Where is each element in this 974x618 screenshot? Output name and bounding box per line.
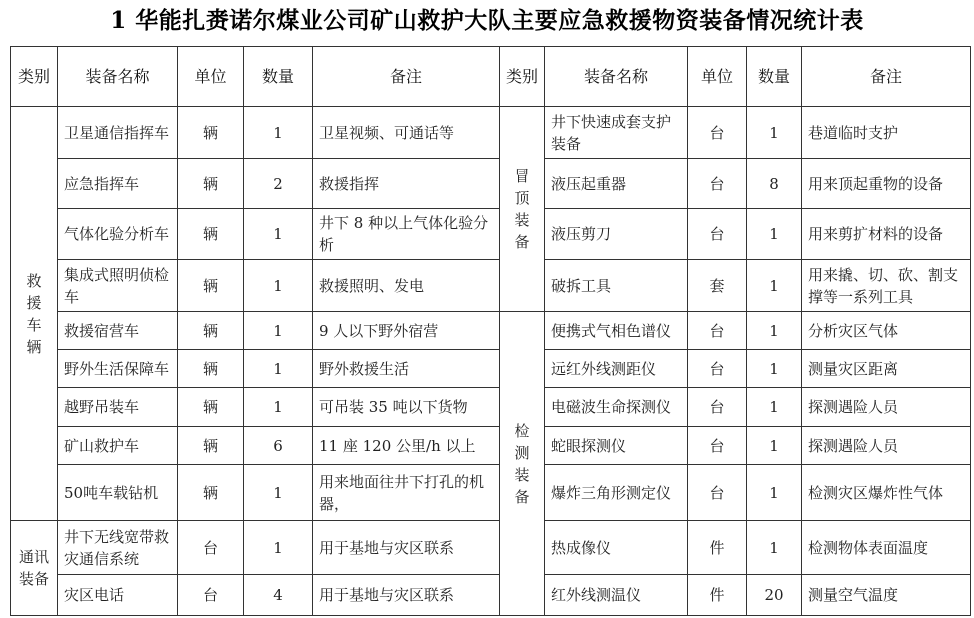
note-cell: 巷道临时支护 — [802, 107, 971, 159]
quantity-cell: 1 — [747, 427, 802, 465]
unit-cell: 台 — [688, 427, 747, 465]
note-cell: 检测物体表面温度 — [802, 521, 971, 575]
note-cell: 测量灾区距离 — [802, 350, 971, 388]
quantity-cell: 1 — [244, 260, 313, 312]
table-row — [11, 209, 971, 260]
note-cell: 卫星视频、可通话等 — [313, 107, 500, 159]
header-cell-category: 类别 — [11, 47, 58, 107]
header-cell-unit: 单位 — [688, 47, 747, 107]
quantity-cell: 6 — [244, 427, 313, 465]
note-cell: 救援指挥 — [313, 159, 500, 209]
equipment-name-cell: 爆炸三角形测定仪 — [545, 465, 688, 521]
note-cell: 用于基地与灾区联系 — [313, 521, 500, 575]
table-row — [11, 427, 971, 465]
equipment-name-cell: 灾区电话 — [58, 575, 178, 616]
unit-cell: 台 — [688, 388, 747, 427]
header-cell-name: 装备名称 — [545, 47, 688, 107]
quantity-cell: 1 — [747, 350, 802, 388]
table-row — [11, 350, 971, 388]
unit-cell: 辆 — [178, 209, 244, 260]
unit-cell: 辆 — [178, 465, 244, 521]
note-cell: 探测遇险人员 — [802, 388, 971, 427]
table-row — [11, 575, 971, 616]
unit-cell: 台 — [688, 312, 747, 350]
table-row — [11, 388, 971, 427]
equipment-name-cell: 井下快速成套支护装备 — [545, 107, 688, 159]
unit-cell: 台 — [688, 107, 747, 159]
note-cell: 用于基地与灾区联系 — [313, 575, 500, 616]
quantity-cell: 8 — [747, 159, 802, 209]
note-cell: 检测灾区爆炸性气体 — [802, 465, 971, 521]
unit-cell: 台 — [688, 209, 747, 260]
header-row — [11, 47, 971, 107]
unit-cell: 辆 — [178, 260, 244, 312]
unit-cell: 辆 — [178, 388, 244, 427]
header-cell-name: 装备名称 — [58, 47, 178, 107]
category-label: 通讯装备 — [18, 548, 49, 588]
equipment-statistics-table — [10, 46, 971, 616]
category-label: 救援车辆 — [26, 271, 42, 356]
quantity-cell: 1 — [244, 107, 313, 159]
category-cell-rescue-vehicles — [11, 107, 58, 521]
quantity-cell: 1 — [244, 209, 313, 260]
note-cell: 井下 8 种以上气体化验分析 — [313, 209, 500, 260]
unit-cell: 台 — [688, 159, 747, 209]
note-cell: 11 座 120 公里/h 以上 — [313, 427, 500, 465]
quantity-cell: 1 — [747, 260, 802, 312]
unit-cell: 辆 — [178, 312, 244, 350]
equipment-name-cell: 野外生活保障车 — [58, 350, 178, 388]
note-cell: 可吊装 35 吨以下货物 — [313, 388, 500, 427]
quantity-cell: 1 — [747, 521, 802, 575]
table-row — [11, 159, 971, 209]
note-cell: 用来顶起重物的设备 — [802, 159, 971, 209]
quantity-cell: 2 — [244, 159, 313, 209]
note-cell: 9 人以下野外宿营 — [313, 312, 500, 350]
quantity-cell: 1 — [747, 209, 802, 260]
category-cell-roof-support — [500, 107, 545, 312]
unit-cell: 辆 — [178, 350, 244, 388]
equipment-name-cell: 便携式气相色谱仪 — [545, 312, 688, 350]
quantity-cell: 1 — [244, 388, 313, 427]
unit-cell: 件 — [688, 521, 747, 575]
note-cell: 用来地面往井下打孔的机器， — [313, 465, 500, 521]
table-row — [11, 465, 971, 521]
quantity-cell: 1 — [244, 465, 313, 521]
unit-cell: 台 — [178, 521, 244, 575]
header-cell-quantity: 数量 — [747, 47, 802, 107]
quantity-cell: 1 — [747, 388, 802, 427]
category-label: 检测装备 — [514, 421, 530, 506]
quantity-cell: 1 — [244, 350, 313, 388]
header-cell-note: 备注 — [313, 47, 500, 107]
equipment-name-cell: 卫星通信指挥车 — [58, 107, 178, 159]
equipment-name-cell: 集成式照明侦检车 — [58, 260, 178, 312]
equipment-name-cell: 50吨车载钻机 — [58, 465, 178, 521]
header-cell-category: 类别 — [500, 47, 545, 107]
note-cell: 探测遇险人员 — [802, 427, 971, 465]
unit-cell: 件 — [688, 575, 747, 616]
unit-cell: 台 — [688, 350, 747, 388]
table-row — [11, 107, 971, 159]
table-row — [11, 312, 971, 350]
quantity-cell: 1 — [747, 312, 802, 350]
quantity-cell: 1 — [747, 107, 802, 159]
header-cell-quantity: 数量 — [244, 47, 313, 107]
category-cell-detection — [500, 312, 545, 616]
quantity-cell: 1 — [244, 521, 313, 575]
table-row — [11, 521, 971, 575]
unit-cell: 辆 — [178, 427, 244, 465]
unit-cell: 辆 — [178, 159, 244, 209]
table-title: 1 华能扎赉诺尔煤业公司矿山救护大队主要应急救援物资装备情况统计表 — [110, 7, 864, 34]
note-cell: 分析灾区气体 — [802, 312, 971, 350]
header-cell-note: 备注 — [802, 47, 971, 107]
equipment-name-cell: 越野吊装车 — [58, 388, 178, 427]
category-label: 冒顶装备 — [514, 167, 530, 251]
equipment-name-cell: 热成像仪 — [545, 521, 688, 575]
equipment-name-cell: 救援宿营车 — [58, 312, 178, 350]
note-cell: 用来剪扩材料的设备 — [802, 209, 971, 260]
quantity-cell: 4 — [244, 575, 313, 616]
note-cell: 野外救援生活 — [313, 350, 500, 388]
quantity-cell: 20 — [747, 575, 802, 616]
quantity-cell: 1 — [747, 465, 802, 521]
quantity-cell: 1 — [244, 312, 313, 350]
equipment-name-cell: 远红外线测距仪 — [545, 350, 688, 388]
equipment-name-cell: 电磁波生命探测仪 — [545, 388, 688, 427]
unit-cell: 台 — [178, 575, 244, 616]
header-cell-unit: 单位 — [178, 47, 244, 107]
equipment-name-cell: 蛇眼探测仪 — [545, 427, 688, 465]
equipment-name-cell: 气体化验分析车 — [58, 209, 178, 260]
table-row — [11, 260, 971, 312]
unit-cell: 辆 — [178, 107, 244, 159]
unit-cell: 台 — [688, 465, 747, 521]
equipment-name-cell: 矿山救护车 — [58, 427, 178, 465]
equipment-name-cell: 液压起重器 — [545, 159, 688, 209]
equipment-name-cell: 井下无线宽带救灾通信系统 — [58, 521, 178, 575]
note-cell: 救援照明、发电 — [313, 260, 500, 312]
note-cell: 测量空气温度 — [802, 575, 971, 616]
unit-cell: 套 — [688, 260, 747, 312]
category-cell-comm-equipment — [11, 521, 58, 616]
equipment-name-cell: 应急指挥车 — [58, 159, 178, 209]
equipment-name-cell: 破拆工具 — [545, 260, 688, 312]
equipment-name-cell: 红外线测温仪 — [545, 575, 688, 616]
equipment-name-cell: 液压剪刀 — [545, 209, 688, 260]
note-cell: 用来撬、切、砍、割支撑等一系列工具 — [802, 260, 971, 312]
